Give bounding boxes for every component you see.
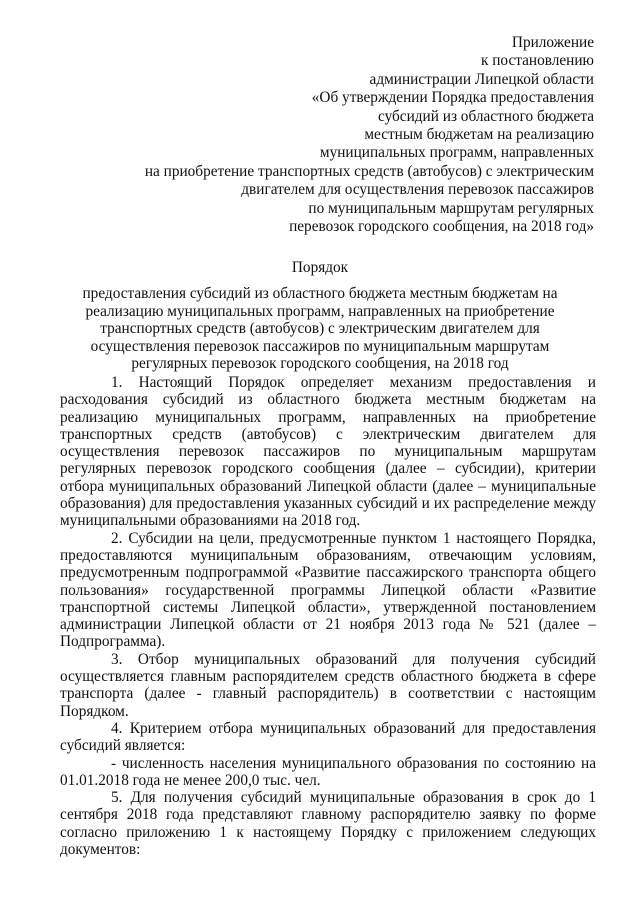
appendix-line: местным бюджетам на реализацию — [364, 126, 594, 144]
paragraph-3: 3. Отбор муниципальных образований для получения субсидий осуществляется главным распорядителем средств областного бюджета в сфере транспорта (далее - главный распорядитель) в соответствии с настоящим Порядком. — [60, 650, 596, 720]
appendix-header — [74, 34, 594, 236]
document-body — [60, 374, 596, 858]
appendix-line: на приобретение транспортных средств (автобусов) с электрическим — [144, 162, 594, 180]
appendix-line: к постановлению — [480, 52, 594, 70]
paragraph-1: 1. Настоящий Порядок определяет механизм предоставления и расходования субсидий из областного бюджета местным бюджетам на реализацию муниципальных программ, направленных на приобретение транспортных средств (автобусов) с электрическим двигателем для осуществления перевозок пассажиров по муниципальным маршрутам регулярных перевозок городского сообщения (далее – субсидии), критерии отбора муниципальных образований Липецкой области (далее – муниципальные образования) для предоставления указанных субсидий и их распределение между муниципальными образованиями на 2018 год. — [60, 374, 596, 530]
title-line: реализацию муниципальных программ, направленных на приобретение — [85, 302, 555, 320]
title-line: транспортных средств (автобусов) с электрическим двигателем для — [100, 320, 540, 338]
paragraph-2: 2. Субсидии на цели, предусмотренные пунктом 1 настоящего Порядка, предоставляются муниципальным образованиям, отвечающим условиям, предусмотренным подпрограммой «Развитие пассажирского транспорта общего пользования» государственной программы Липецкой области «Развитие транспортной системы Липецкой области», утвержденной постановлением администрации Липецкой области от 21 ноября 2013 года № 521 (далее – Подпрограмма). — [60, 529, 596, 651]
appendix-line: субсидий из областного бюджета — [377, 107, 594, 125]
paragraph-4: 4. Критерием отбора муниципальных образований для предоставления субсидий является: — [60, 719, 596, 755]
title-line: регулярных перевозок городского сообщения, на 2018 год — [131, 355, 509, 373]
document-title — [60, 259, 580, 372]
appendix-line: Приложение — [511, 34, 594, 51]
title-line: предоставления субсидий из областного бюджета местным бюджетам на — [82, 285, 558, 303]
paragraph-4-criterion: - численность населения муниципального образования по состоянию на 01.01.2018 года не менее 200,0 тыс. чел. — [60, 754, 596, 789]
appendix-line: по муниципальным маршрутам регулярных — [308, 199, 594, 217]
appendix-line: перевозок городского сообщения, на 2018 год» — [289, 218, 594, 236]
appendix-line: муниципальных программ, направленных — [319, 144, 594, 162]
paragraph-5: 5. Для получения субсидий муниципальные образования в срок до 1 сентября 2018 года представляют главному распорядителю заявку по форме согласно приложению 1 к настоящему Порядку с приложением следующих документов: — [60, 789, 596, 859]
appendix-line: двигателем для осуществления перевозок пассажиров — [241, 181, 594, 199]
title-line: осуществления перевозок пассажиров по муниципальным маршрутам — [90, 337, 550, 355]
appendix-line: «Об утверждении Порядка предоставления — [311, 89, 594, 107]
appendix-line: администрации Липецкой области — [369, 70, 594, 88]
title-heading: Порядок — [291, 259, 349, 276]
